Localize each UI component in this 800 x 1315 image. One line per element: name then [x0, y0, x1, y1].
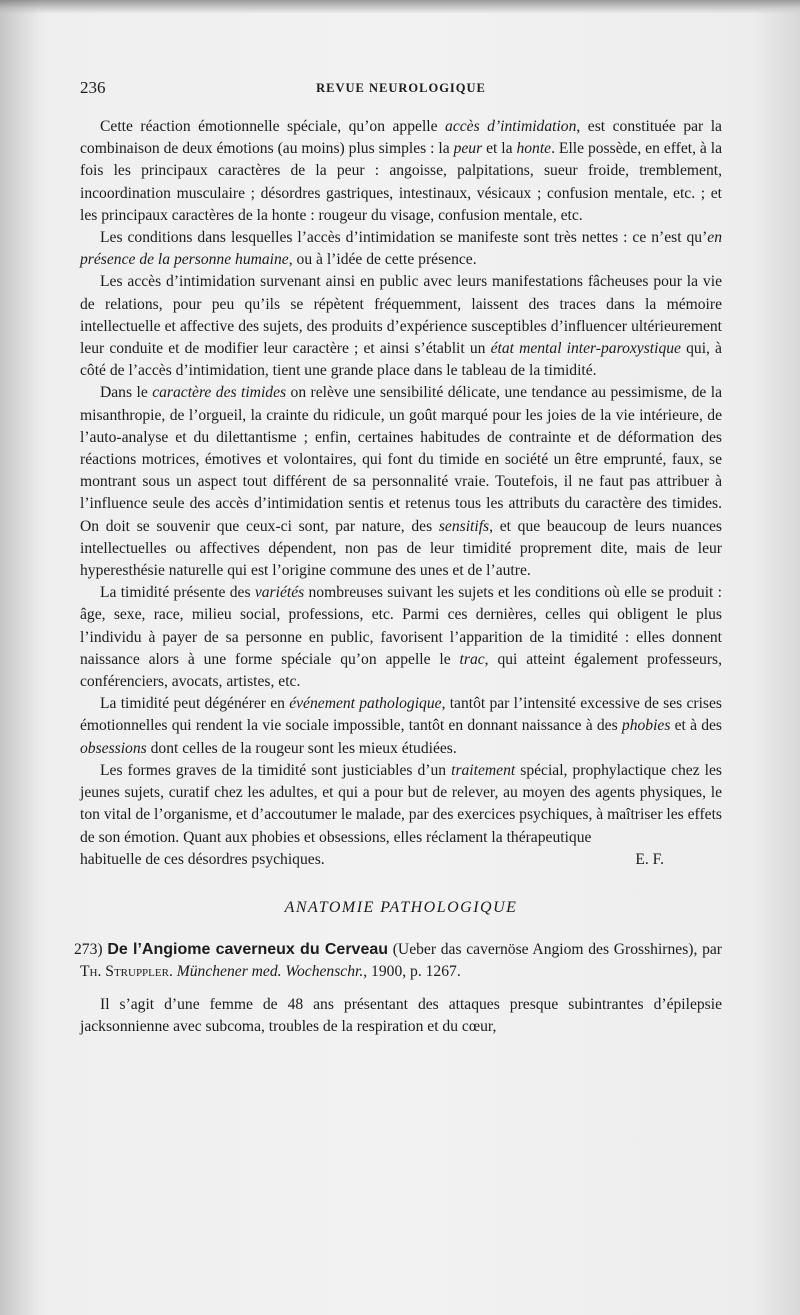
italic-term: événement pathologique [289, 695, 442, 713]
paragraph-list [80, 116, 722, 849]
text-run: et la [482, 140, 517, 158]
paragraph [80, 693, 722, 760]
italic-term: phobies [621, 717, 671, 735]
text-run: nombreuses suivant les sujets et les conditions où elle se produit : âge, sexe, race, milieu social, professions, etc. Parmi ces dernières, celles qui obligent le plus l’individu à payer de sa personne en public, favorisent l’apparition de la timidité : elles donnent naissance alors à une forme spéciale qu’on appelle le [80, 584, 722, 668]
paragraph [80, 116, 722, 227]
italic-term: variétés [254, 584, 305, 602]
text-run: et à des [670, 717, 722, 735]
italic-term: en présence de la personne humaine [80, 229, 722, 269]
article-journal: Münchener med. Wochenschr. [176, 963, 364, 981]
italic-term: caractère des timides [152, 384, 287, 402]
text-run: , est constituée par la combinaison de deux émotions (au moins) plus simples : la [80, 118, 722, 158]
italic-term: accès d’intimidation [445, 118, 577, 135]
signature: E. F. [635, 850, 664, 868]
text-run: , et que beaucoup de leurs nuances intellectuelles ou affectives dépendent, non pas de leur timidité proprement dite, mais de leur hyperesthésie naturelle qui est l’origine commune des unes et de l’autre. [80, 517, 722, 580]
text-run: on relève une sensibilité délicate, une tendance au pessimisme, de la misanthropie, de l’orgueil, la crainte du ridicule, un goût marqué pour les joies de la vie intérieure, de l’auto-analyse et du dilettantisme ; enfin, certaines habitudes de contrainte et de déformation des réactions motrices, émotives et volontaires, qui font du timide en société un être emprunté, faux, se montrant sous un aspect tout différent de sa personnalité vraie. Toutefois, il ne faut pas attribuer à l’influence seule des accès d’intimidation sentis et retenus tous les attributs du caractère des timides. On doit se souvenir que ceux-ci sont, par nature, des [80, 384, 722, 535]
italic-term: état mental inter-paroxystique [490, 340, 681, 358]
text-run: , qui atteint également professeurs, conférenciers, avocats, artistes, etc. [80, 650, 722, 691]
italic-term: honte [516, 140, 552, 158]
binding-shadow [0, 0, 40, 1315]
article-separator: . [168, 963, 177, 981]
page-top-edge [0, 0, 800, 14]
page-header [80, 78, 722, 100]
text-run: , tantôt par l’intensité excessive de ses crises émotionnelles qui rendent la vie sociale impossible, tantôt en donnant naissance à des [80, 695, 722, 735]
text-run: qui, à côté de l’accès d’intimidation, tient une grande place dans le tableau de la timidité. [80, 340, 722, 380]
italic-term: sensitifs [438, 517, 490, 535]
paragraph [80, 582, 722, 693]
italic-term: obsessions [80, 739, 147, 757]
article-body: Il s’agit d’une femme de 48 ans présentant des attaques presque subintrantes d’épilepsie jacksonnienne avec subcoma, troubles de la respiration et du cœur, [80, 995, 722, 1035]
text-run: . Elle possède, en effet, à la fois les principaux caractères de la peur : angoisse, palpitations, sueur froide, tremblement, incoordination musculaire ; désordres gastriques, intestinaux, vésicaux ; confusion mentale, etc. ; et les principaux caractères de la honte : rougeur du visage, confusion mentale, etc. [80, 140, 722, 224]
text-run: Les accès d’intimidation survenant ainsi en public avec leurs manifestations fâcheuses pour la vie de relations, pour peu qu’ils se répètent fréquemment, laissent des traces dans la mémoire intellectuelle et affective des sujets, des produits d’expérience susceptibles d’influencer ultérieurement leur conduite et de modifier leur caractère ; et ainsi s’établit un [80, 273, 722, 358]
running-title: REVUE NEUROLOGIQUE [316, 81, 486, 95]
text-run: Dans le [100, 384, 153, 402]
page-number: 236 [80, 78, 106, 97]
body-text [74, 116, 722, 1038]
article-details: , 1900, p. 1267. [363, 963, 461, 981]
article-author: Th. Struppler [80, 963, 169, 981]
paragraph [80, 271, 722, 382]
article-header [74, 939, 722, 983]
article-title: De l’Angiome caverneux du Cerveau [107, 941, 389, 959]
text-run: La timidité peut dégénérer en [100, 695, 290, 713]
italic-term: peur [453, 140, 483, 158]
paragraph [80, 227, 722, 271]
text-run: , ou à l’idée de cette présence. [288, 251, 477, 269]
text-run: Les formes graves de la timidité sont justiciables d’un [100, 761, 452, 779]
text-run: Les conditions dans lesquelles l’accès d’intimidation se manifeste sont très nettes : ce n’est qu’ [100, 229, 708, 247]
paragraph [80, 382, 722, 582]
text-run: La timidité présente des [100, 584, 255, 602]
section-heading: ANATOMIE PATHOLOGIQUE [284, 898, 518, 916]
closing-line-with-signature [80, 849, 722, 871]
italic-term: traitement [451, 761, 516, 779]
italic-term: trac [459, 650, 485, 668]
text-run: spécial, prophylactique chez les jeunes sujets, curatif chez les adultes, et qui a pour but de relever, au moyen des agents physiques, le ton vital de l’organisme, et d’accoutumer le malade, par des exercices psychiques, à maîtriser les effets de son émotion. Quant aux phobies et obsessions, elles réclament la thérapeutique [80, 761, 722, 846]
text-run: Cette réaction émotionnelle spéciale, qu’on appelle [100, 118, 446, 135]
closing-line: habituelle de ces désordres psychiques. [80, 850, 325, 868]
article-subtitle: (Ueber das cavernöse Angiom des Grosshirnes), par [392, 941, 722, 959]
text-run: dont celles de la rougeur sont les mieux étudiées. [146, 739, 457, 757]
paragraph [80, 760, 722, 849]
article-number: 273) [74, 941, 103, 959]
